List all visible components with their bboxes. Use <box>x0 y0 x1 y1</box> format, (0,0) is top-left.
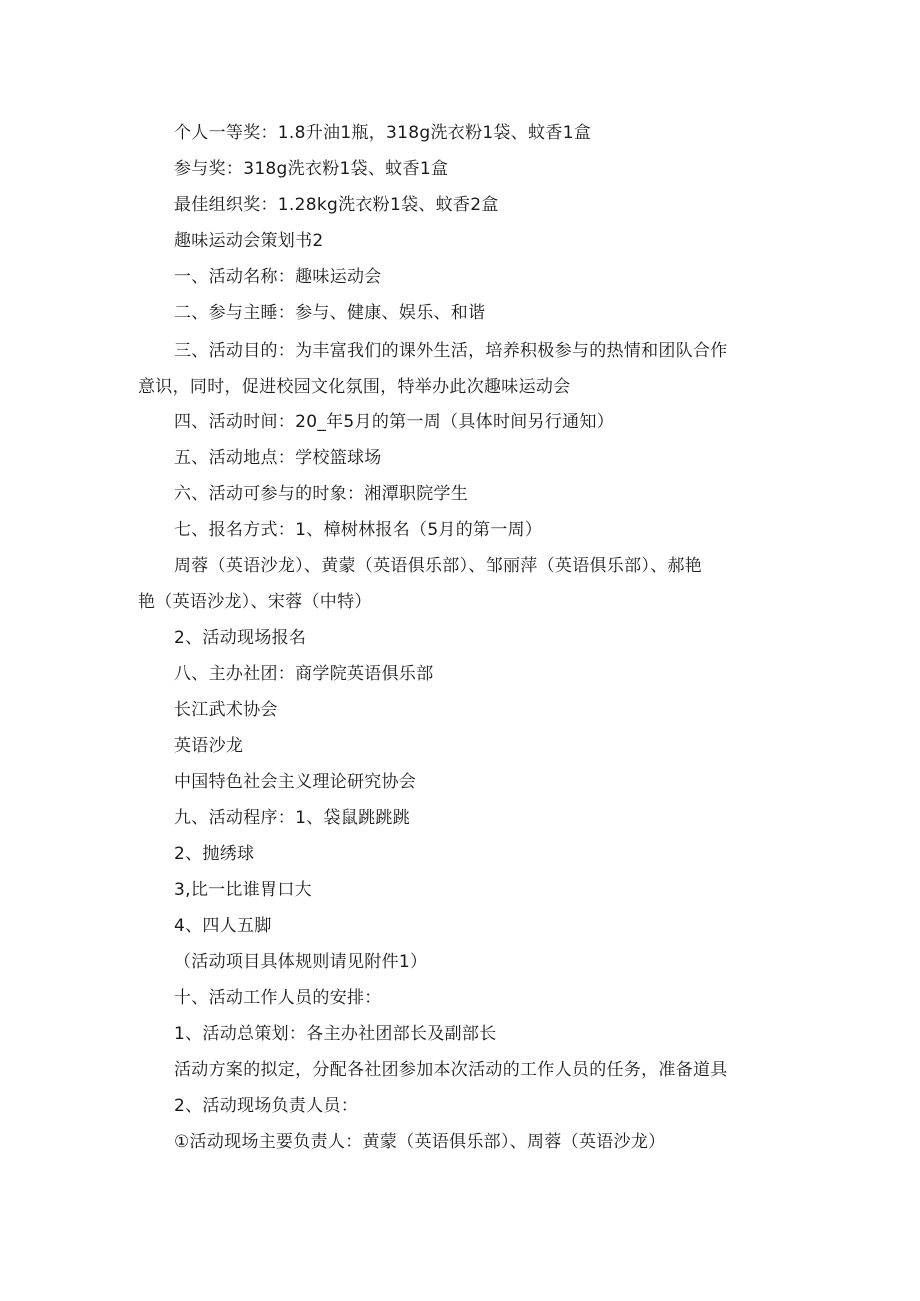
text-line-time: 四、活动时间：20_年5月的第一周（具体时间另行通知） <box>174 412 615 432</box>
text-line-staff: 十、活动工作人员的安排： <box>174 988 382 1008</box>
text-line-organizers: 八、主办社团：商学院英语俱乐部 <box>174 664 434 684</box>
text-line-staff-onsite: 2、活动现场负责人员： <box>174 1096 359 1116</box>
text-line-staff-planning-detail: 活动方案的拟定，分配各社团参加本次活动的工作人员的任务，准备道具 <box>174 1060 728 1080</box>
text-line-purpose: 三、活动目的：为丰富我们的课外生活，培养积极参与的热情和团队合作 <box>174 341 728 361</box>
text-line-theme: 二、参与主睡：参与、健康、娱乐、和谐 <box>174 303 486 323</box>
text-line-registration: 七、报名方式：1、樟树林报名（5月的第一周） <box>174 520 543 540</box>
text-line-program-2: 2、抛绣球 <box>174 844 255 864</box>
text-line-prize-participation: 参与奖：318g洗衣粉1袋、蚊香1盒 <box>174 159 449 179</box>
text-line-prize-organization: 最佳组织奖：1.28kg洗衣粉1袋、蚊香2盒 <box>174 195 499 215</box>
text-line-onsite-registration: 2、活动现场报名 <box>174 628 307 648</box>
text-line-organizer-4: 中国特色社会主义理论研究协会 <box>174 772 417 792</box>
text-line-staff-onsite-main: ①活动现场主要负责人：黄蒙（英语俱乐部）、周蓉（英语沙龙） <box>174 1132 666 1152</box>
text-line-organizer-3: 英语沙龙 <box>174 736 244 756</box>
text-line-registration-contacts: 周蓉（英语沙龙）、黄蒙（英语俱乐部）、邹丽萍（英语俱乐部）、郝艳 <box>174 556 703 576</box>
text-line-activity-name: 一、活动名称：趣味运动会 <box>174 267 382 287</box>
text-line-program-3: 3,比一比谁胃口大 <box>174 880 312 900</box>
text-line-location: 五、活动地点：学校篮球场 <box>174 448 382 468</box>
text-line-prize-first: 个人一等奖：1.8升油1瓶，318g洗衣粉1袋、蚊香1盒 <box>174 123 592 143</box>
text-line-purpose-continued: 意识，同时，促进校园文化氛围，特举办此次趣味运动会 <box>138 377 571 397</box>
text-line-program-4: 4、四人五脚 <box>174 916 272 936</box>
text-line-organizer-2: 长江武术协会 <box>174 700 278 720</box>
section-title: 趣味运动会策划书2 <box>174 231 324 251</box>
text-line-program-note: （活动项目具体规则请见附件1） <box>174 952 428 972</box>
text-line-participants: 六、活动可参与的时象：湘潭职院学生 <box>174 484 469 504</box>
text-line-program: 九、活动程序：1、袋鼠跳跳跳 <box>174 808 411 828</box>
text-line-registration-contacts-continued: 艳（英语沙龙）、宋蓉（中特） <box>138 592 372 612</box>
text-line-staff-planning: 1、活动总策划：各主办社团部长及副部长 <box>174 1024 497 1044</box>
